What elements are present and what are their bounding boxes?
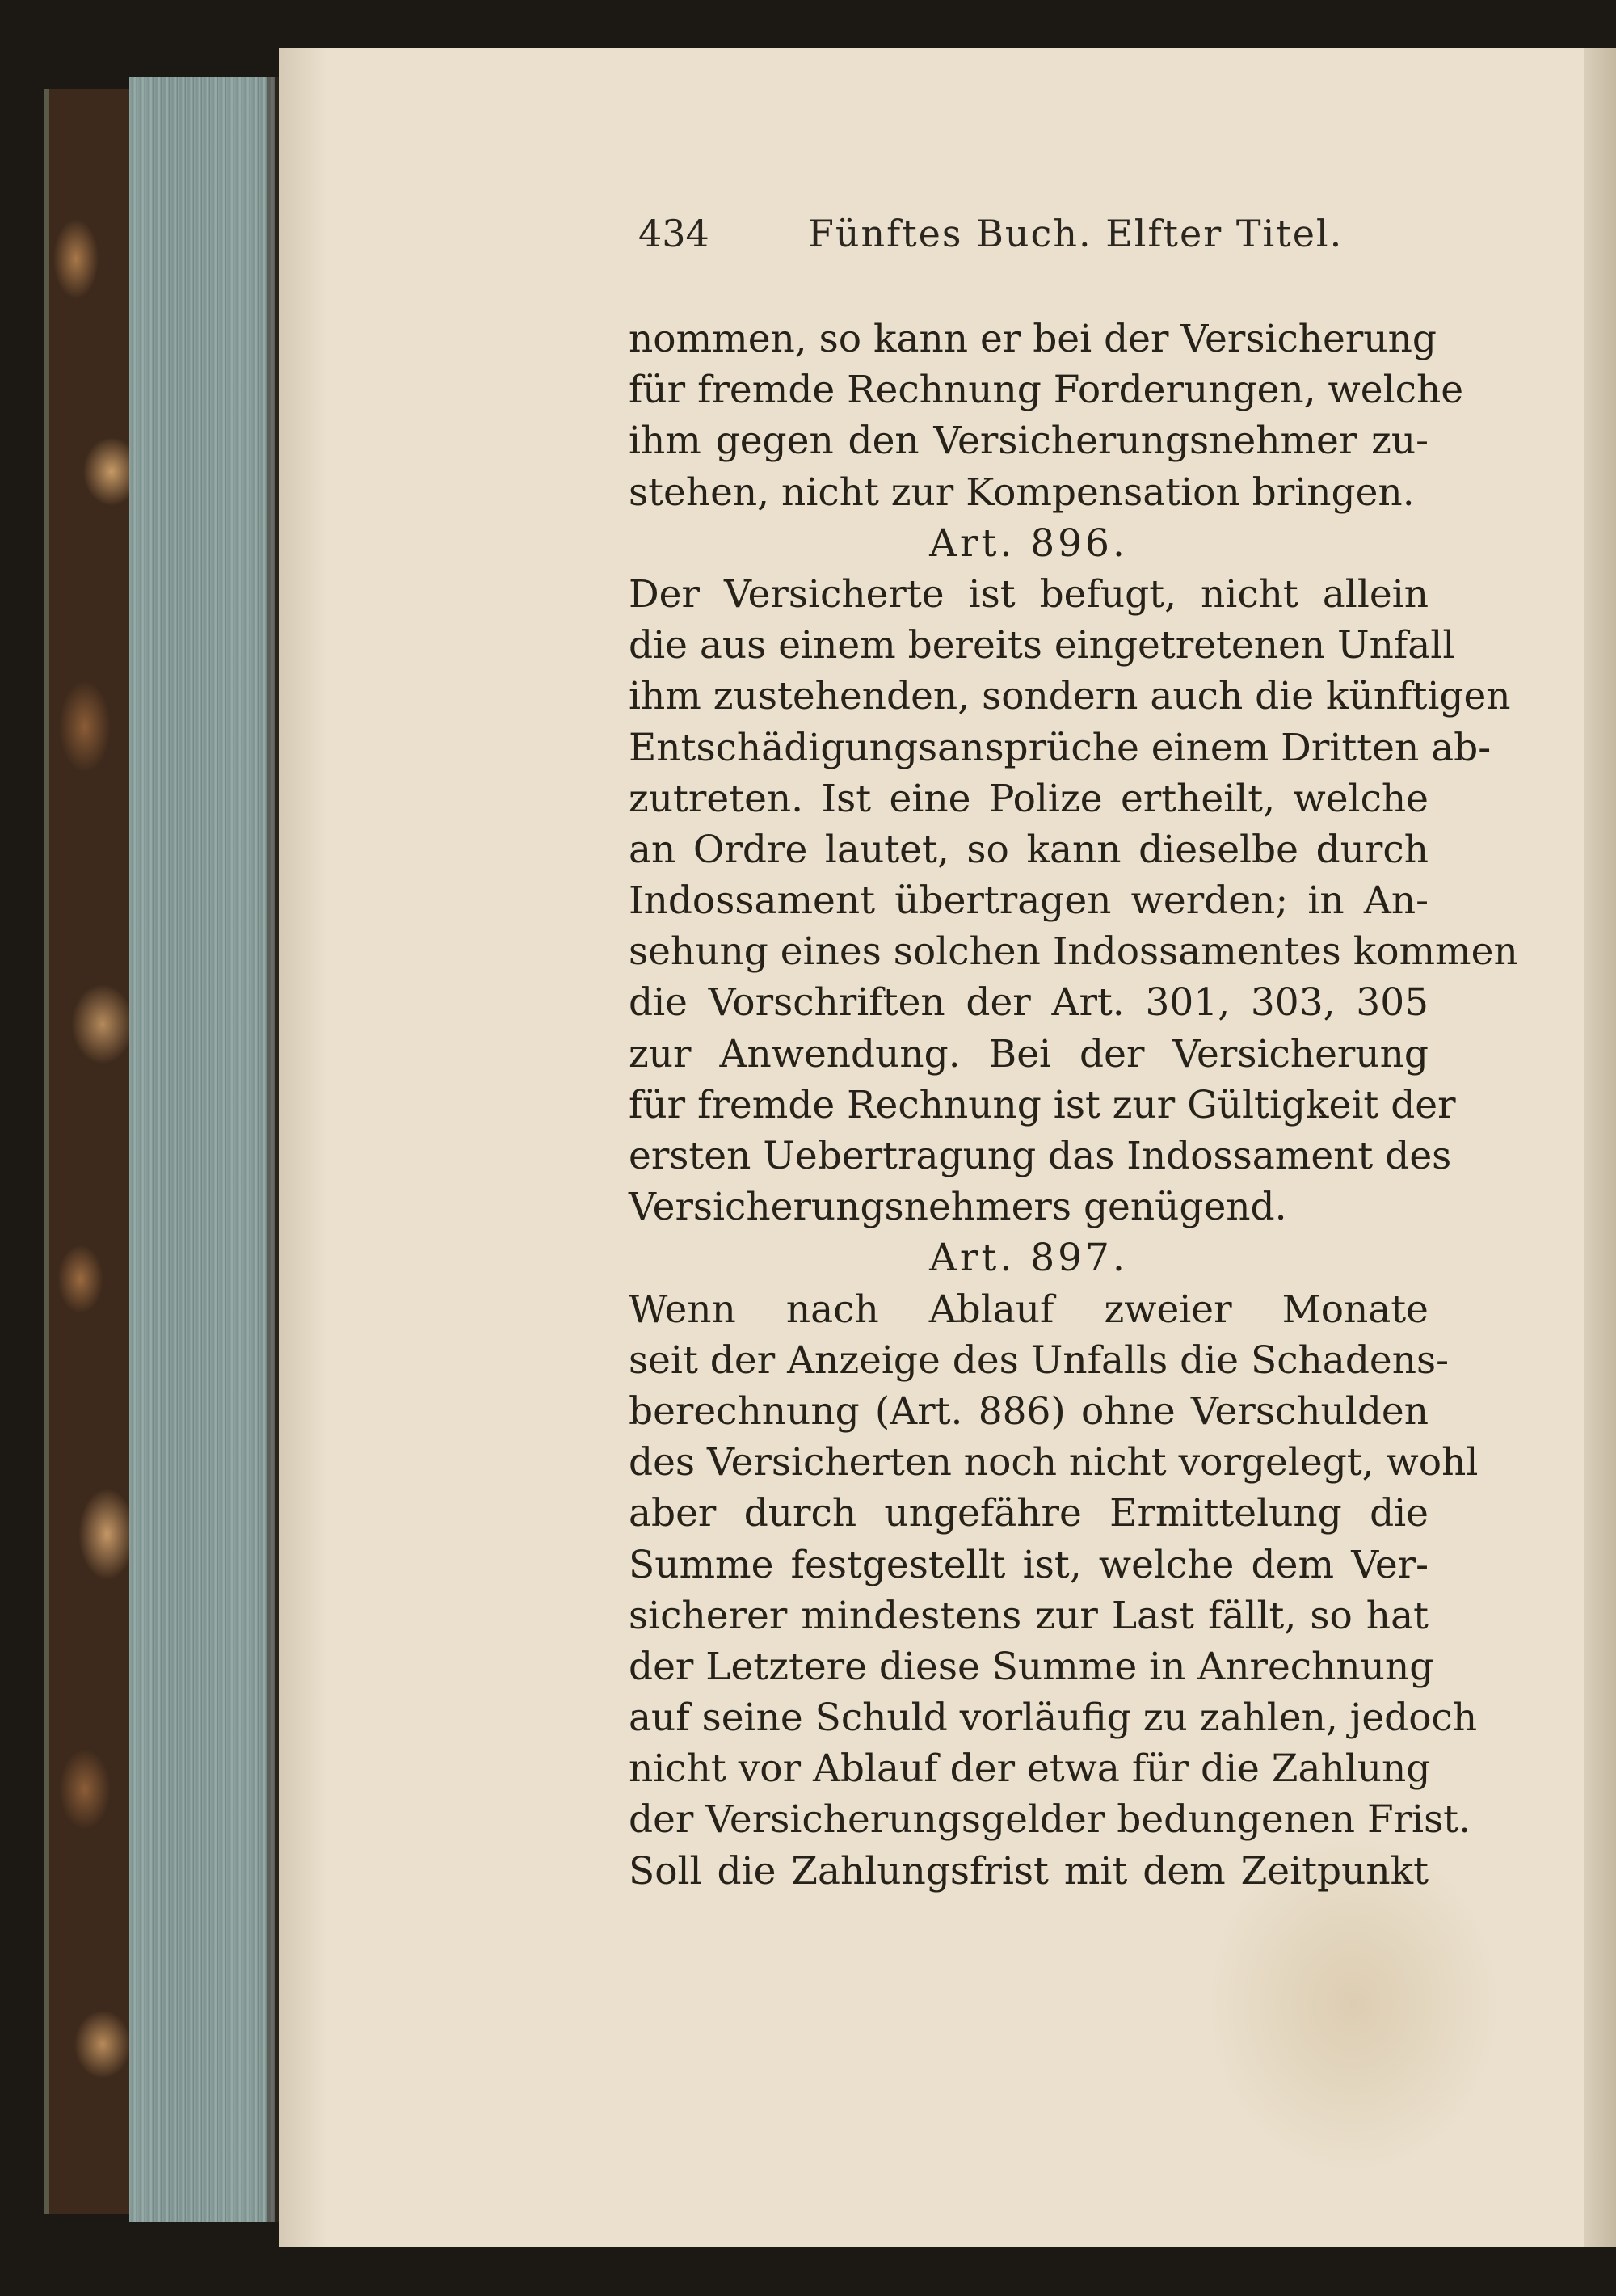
text-line: ersten Uebertragung das Indossament des — [629, 1134, 1452, 1178]
text-line: sicherer mindestens zur Last fällt, so hat — [629, 1593, 1429, 1638]
text-line: auf seine Schuld vorläufig zu zahlen, jedoch — [629, 1696, 1478, 1741]
text-line: des Versicherten noch nicht vorgelegt, wohl — [629, 1440, 1479, 1485]
text-line: zur Anwendung. Bei der Versicherung — [629, 1031, 1429, 1076]
text-line: Entschädigungsansprüche einem Dritten ab- — [629, 725, 1492, 770]
page-number: 434 — [638, 212, 709, 255]
text-line: der Versicherungsgelder bedungenen Frist. — [629, 1797, 1471, 1843]
text-line: nicht vor Ablauf der etwa für die Zahlung — [629, 1746, 1431, 1792]
marbled-cover — [44, 89, 138, 2214]
text-line: ihm gegen den Versicherungsnehmer zu- — [629, 419, 1429, 464]
text-line: an Ordre lautet, so kann dieselbe durch — [629, 827, 1429, 872]
text-line: ihm zustehenden, sondern auch die künftigen — [629, 674, 1511, 719]
text-line: Der Versicherte ist befugt, nicht allein — [629, 571, 1429, 617]
text-line: sehung eines solchen Indossamentes kommen — [629, 929, 1518, 975]
body-text — [629, 314, 1518, 1897]
text-line: Versicherungsnehmers genügend. — [629, 1185, 1287, 1230]
text-line: der Letztere diese Summe in Anrechnung — [629, 1644, 1434, 1689]
article-heading: Art. 897. — [929, 1236, 1128, 1281]
text-line: Indossament übertragen werden; in An- — [629, 878, 1429, 924]
text-line: Wenn nach Ablauf zweier Monate — [629, 1287, 1429, 1332]
text-line: die Vorschriften der Art. 301, 303, 305 — [629, 980, 1429, 1026]
text-line: seit der Anzeige des Unfalls die Schadens- — [629, 1338, 1449, 1383]
text-line: berechnung (Art. 886) ohne Verschulden — [629, 1388, 1429, 1434]
text-line: die aus einem bereits eingetretenen Unfall — [629, 623, 1455, 668]
page-header — [638, 212, 1446, 268]
text-line: Summe festgestellt ist, welche dem Ver- — [629, 1542, 1429, 1587]
facing-page-edge — [1584, 48, 1616, 2247]
page-edges — [129, 77, 275, 2222]
article-heading: Art. 896. — [929, 520, 1128, 566]
text-line: stehen, nicht zur Kompensation bringen. — [629, 470, 1415, 515]
text-line: nommen, so kann er bei der Versicherung — [629, 317, 1437, 361]
text-line: Soll die Zahlungsfrist mit dem Zeitpunkt — [629, 1848, 1429, 1894]
text-line: aber durch ungefähre Ermittelung die — [629, 1491, 1429, 1536]
text-line: zutreten. Ist eine Polize ertheilt, welche — [629, 776, 1429, 821]
text-line: für fremde Rechnung ist zur Gültigkeit der — [629, 1082, 1456, 1127]
running-head: Fünftes Buch. Elfter Titel. — [808, 212, 1344, 255]
text-line: für fremde Rechnung Forderungen, welche — [629, 368, 1464, 413]
